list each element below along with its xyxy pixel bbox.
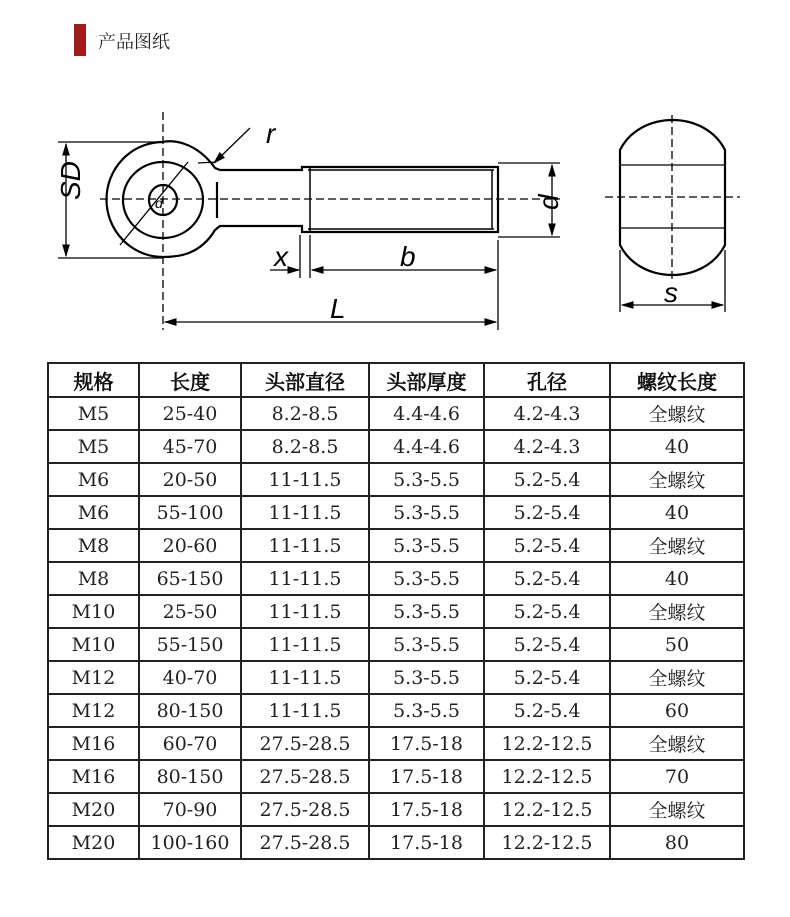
table-cell: 40	[610, 496, 744, 529]
table-cell: 5.3-5.5	[369, 661, 484, 694]
table-cell: 5.2-5.4	[484, 628, 610, 661]
table-cell: M20	[48, 826, 139, 859]
table-cell: 40	[610, 562, 744, 595]
table-cell: 80	[610, 826, 744, 859]
table-cell: M6	[48, 496, 139, 529]
table-cell: M10	[48, 628, 139, 661]
label-r: r	[266, 118, 276, 149]
table-cell: 全螺纹	[610, 793, 744, 826]
col-header: 孔径	[484, 363, 610, 397]
table-cell: 12.2-12.5	[484, 826, 610, 859]
table-cell: 40	[610, 430, 744, 463]
table-cell: 65-150	[139, 562, 241, 595]
table-row	[48, 529, 744, 562]
table-cell: 12.2-12.5	[484, 727, 610, 760]
table-cell: 4.4-4.6	[369, 430, 484, 463]
table-cell: 12.2-12.5	[484, 793, 610, 826]
table-cell: M16	[48, 727, 139, 760]
table-cell: 11-11.5	[241, 496, 369, 529]
table-cell: 20-50	[139, 463, 241, 496]
table-cell: 5.2-5.4	[484, 562, 610, 595]
label-hole-d: d	[155, 195, 163, 211]
table-row	[48, 430, 744, 463]
table-cell: 5.3-5.5	[369, 562, 484, 595]
table-cell: 5.3-5.5	[369, 694, 484, 727]
label-L: L	[330, 293, 346, 324]
table-cell: 17.5-18	[369, 826, 484, 859]
spec-table	[47, 362, 745, 860]
table-cell: 4.4-4.6	[369, 397, 484, 430]
table-cell: 全螺纹	[610, 463, 744, 496]
table-cell: 27.5-28.5	[241, 727, 369, 760]
table-cell: 11-11.5	[241, 529, 369, 562]
table-cell: 5.2-5.4	[484, 661, 610, 694]
table-cell: 17.5-18	[369, 760, 484, 793]
col-header: 头部厚度	[369, 363, 484, 397]
table-cell: 25-50	[139, 595, 241, 628]
label-b: b	[400, 241, 416, 272]
table-cell: 27.5-28.5	[241, 793, 369, 826]
table-cell: 11-11.5	[241, 463, 369, 496]
col-header: 头部直径	[241, 363, 369, 397]
table-cell: 17.5-18	[369, 793, 484, 826]
table-cell: 50	[610, 628, 744, 661]
table-cell: 11-11.5	[241, 562, 369, 595]
table-cell: 11-11.5	[241, 661, 369, 694]
table-cell: M16	[48, 760, 139, 793]
label-d: d	[533, 194, 564, 210]
table-cell: 60	[610, 694, 744, 727]
table-cell: 5.2-5.4	[484, 463, 610, 496]
table-header-row	[48, 363, 744, 397]
table-cell: 全螺纹	[610, 727, 744, 760]
table-cell: 5.2-5.4	[484, 496, 610, 529]
table-cell: 4.2-4.3	[484, 397, 610, 430]
table-cell: 5.3-5.5	[369, 628, 484, 661]
table-row	[48, 694, 744, 727]
col-header: 螺纹长度	[610, 363, 744, 397]
table-cell: 27.5-28.5	[241, 826, 369, 859]
table-cell: M12	[48, 661, 139, 694]
table-cell: 5.2-5.4	[484, 694, 610, 727]
table-cell: 70-90	[139, 793, 241, 826]
table-cell: 12.2-12.5	[484, 760, 610, 793]
table-cell: 80-150	[139, 694, 241, 727]
label-SD: SD	[55, 161, 86, 200]
table-cell: 40-70	[139, 661, 241, 694]
table-row	[48, 760, 744, 793]
table-cell: 11-11.5	[241, 628, 369, 661]
table-row	[48, 727, 744, 760]
table-cell: M8	[48, 529, 139, 562]
table-cell: 5.3-5.5	[369, 529, 484, 562]
table-cell: M5	[48, 430, 139, 463]
label-x: x	[274, 241, 288, 272]
table-cell: 55-100	[139, 496, 241, 529]
table-cell: 60-70	[139, 727, 241, 760]
table-cell: 全螺纹	[610, 397, 744, 430]
table-cell: 11-11.5	[241, 595, 369, 628]
table-cell: M10	[48, 595, 139, 628]
section-title: 产品图纸	[98, 32, 170, 53]
table-cell: 全螺纹	[610, 661, 744, 694]
table-row	[48, 826, 744, 859]
table-cell: 45-70	[139, 430, 241, 463]
label-s: s	[664, 277, 678, 308]
table-cell: 80-150	[139, 760, 241, 793]
table-cell: 8.2-8.5	[241, 397, 369, 430]
table-cell: 4.2-4.3	[484, 430, 610, 463]
table-cell: 5.3-5.5	[369, 496, 484, 529]
table-row	[48, 628, 744, 661]
table-cell: 5.2-5.4	[484, 529, 610, 562]
table-cell: 11-11.5	[241, 694, 369, 727]
table-cell: M6	[48, 463, 139, 496]
table-row	[48, 463, 744, 496]
table-cell: 5.2-5.4	[484, 595, 610, 628]
table-cell: M12	[48, 694, 139, 727]
table-row	[48, 595, 744, 628]
table-cell: 55-150	[139, 628, 241, 661]
table-cell: 17.5-18	[369, 727, 484, 760]
col-header: 规格	[48, 363, 139, 397]
table-cell: M8	[48, 562, 139, 595]
table-cell: M20	[48, 793, 139, 826]
table-cell: 5.3-5.5	[369, 463, 484, 496]
eye-bolt-drawing	[0, 0, 790, 350]
table-row	[48, 661, 744, 694]
table-cell: 全螺纹	[610, 529, 744, 562]
table-cell: 5.3-5.5	[369, 595, 484, 628]
table-row	[48, 397, 744, 430]
table-cell: 20-60	[139, 529, 241, 562]
table-cell: 25-40	[139, 397, 241, 430]
table-row	[48, 562, 744, 595]
table-cell: 100-160	[139, 826, 241, 859]
table-row	[48, 793, 744, 826]
table-cell: M5	[48, 397, 139, 430]
col-header: 长度	[139, 363, 241, 397]
dimension-lines	[58, 112, 560, 330]
table-cell: 70	[610, 760, 744, 793]
table-row	[48, 496, 744, 529]
table-cell: 8.2-8.5	[241, 430, 369, 463]
table-cell: 27.5-28.5	[241, 760, 369, 793]
table-cell: 全螺纹	[610, 595, 744, 628]
